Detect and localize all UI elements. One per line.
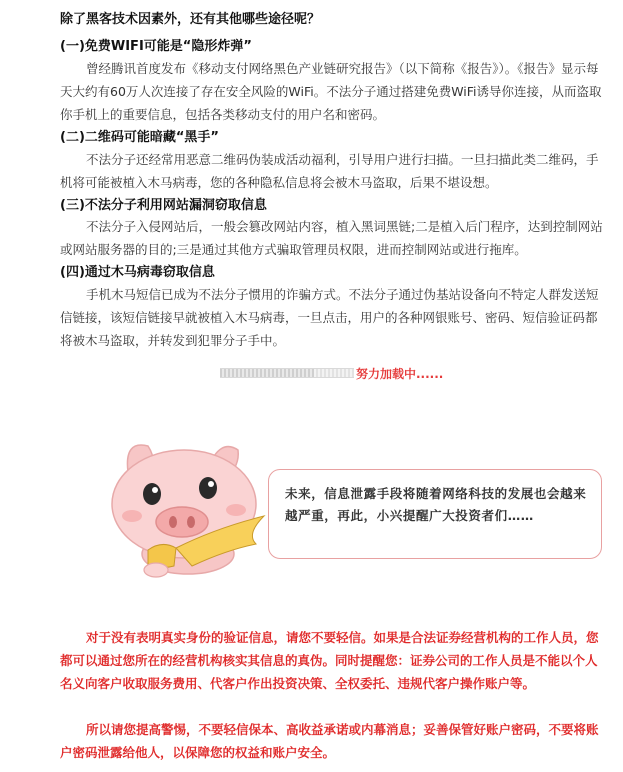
section-body-2 [60, 148, 608, 194]
section-body-1 [60, 57, 608, 126]
pig-mascot-icon [96, 432, 286, 582]
section-body-3-text: 不法分子入侵网站后，一般会篡改网站内容，植入黑词黑链;二是植入后门程序，达到控制网站或网站服务器的目的;三是通过其他方式骗取管理员权限，进而控制网站或进行拖库。 [60, 219, 603, 257]
section-title-1: (一)免费WIFI可能是“隐形炸弹” [60, 39, 252, 54]
section-body-3 [60, 215, 608, 261]
warning-paragraph-2 [60, 718, 608, 764]
warning-text-2: 所以请您提高警惕，不要轻信保本、高收益承诺或内幕消息；妥善保管好账户密码，不要将账户密码泄露给他人，以保障您的权益和账户安全。 [60, 722, 599, 760]
section-title-4: (四)通过木马病毒窃取信息 [60, 265, 215, 280]
warning-paragraph-1 [60, 626, 608, 695]
section-body-1-text: 曾经腾讯首度发布《移动支付网络黑色产业链研究报告》（以下简称《报告》）。《报告》显示每天大约有60万人次连接了存在安全风险的WiFi。不法分子通过搭建免费WiFi诱导你连接，从而盗取你手机上的重要信息，包括各类移动支付的用户名和密码。 [60, 61, 602, 122]
warning-text-1: 对于没有表明真实身份的验证信息，请您不要轻信。如果是合法证券经营机构的工作人员，您都可以通过您所在的经营机构核实其信息的真伪。同时提醒您：证券公司的工作人员是不能以个人名义向客户收取服务费用、代客户作出投资决策、全权委托、违规代客户操作账户等。 [60, 630, 599, 691]
loading-bar [220, 368, 354, 378]
speech-bubble [268, 469, 602, 559]
section-body-4 [60, 283, 608, 352]
loading-indicator [220, 366, 443, 380]
section-title-3: (三)不法分子利用网站漏洞窃取信息 [60, 198, 267, 213]
article-heading: 除了黑客技术因素外，还有其他哪些途径呢？ [60, 12, 321, 27]
section-body-2-text: 不法分子还经常用恶意二维码伪装成活动福利，引导用户进行扫描。一旦扫描此类二维码，手机将可能被植入木马病毒，您的各种隐私信息将会被木马盗取，后果不堪设想。 [60, 152, 599, 190]
section-title-2: (二)二维码可能暗藏“黑手” [60, 130, 219, 145]
loading-bar-fill [220, 369, 314, 377]
section-body-4-text: 手机木马短信已成为不法分子惯用的诈骗方式。不法分子通过伪基站设备向不特定人群发送短信链接，该短信链接早就被植入木马病毒，一旦点击，用户的各种网银账号、密码、短信验证码都将被木马盗取，并转发到犯罪分子手中。 [60, 287, 599, 348]
speech-bubble-text: 未来，信息泄露手段将随着网络科技的发展也会越来越严重，再此，小兴提醒广大投资者们…… [285, 486, 587, 523]
loading-text: 努力加载中...... [356, 366, 444, 381]
